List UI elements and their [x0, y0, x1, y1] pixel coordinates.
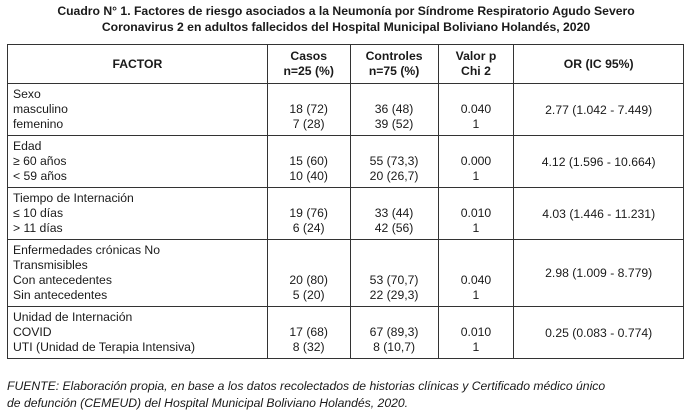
casos-value: 8 (32): [292, 340, 325, 354]
casos-value: [268, 243, 350, 258]
or-cell: 4.03 (1.446 - 11.231): [514, 188, 684, 240]
controles-value: 53 (70,7): [369, 273, 419, 287]
factor-line: Unidad de Internación: [13, 310, 133, 324]
controles-value: 67 (89,3): [369, 325, 419, 339]
header-valor-line1: Valor p: [455, 49, 497, 63]
casos-cell: [267, 240, 350, 307]
header-or: OR (IC 95%): [514, 45, 684, 84]
header-valor-line2: Chi 2: [461, 64, 491, 78]
valor-value: [439, 139, 514, 154]
controles-value: 39 (52): [374, 117, 414, 131]
valor-value: 1: [472, 288, 480, 302]
factor-line: ≤ 10 días: [13, 206, 64, 220]
controles-value: [351, 139, 438, 154]
valor-value: [439, 243, 514, 258]
factor-line: femenino: [13, 117, 64, 131]
or-cell: 2.98 (1.009 - 8.779): [514, 240, 684, 307]
controles-value: [351, 243, 438, 258]
controles-cell: [350, 240, 438, 307]
valor-cell: [438, 240, 514, 307]
casos-value: 10 (40): [289, 169, 328, 183]
casos-value: [268, 310, 350, 325]
factor-line: Sexo: [13, 87, 41, 101]
controles-value: 20 (26,7): [369, 169, 419, 183]
factor-line: Transmisibles: [13, 258, 88, 272]
header-row: [8, 45, 684, 84]
source-line-2: de defunción (CEMEUD) del Hospital Municipal Boliviano Holandés, 2020.: [7, 396, 409, 410]
valor-value: 1: [472, 221, 480, 235]
controles-cell: [350, 307, 438, 359]
controles-cell: [350, 84, 438, 136]
valor-value: 0.040: [460, 273, 492, 287]
table-row: [8, 84, 684, 136]
casos-value: 17 (68): [289, 325, 328, 339]
controles-cell: [350, 188, 438, 240]
header-valor-p: [438, 45, 514, 84]
valor-value: 0.010: [460, 325, 492, 339]
controles-value: [351, 87, 438, 102]
controles-cell: [350, 136, 438, 188]
valor-value: 0.040: [460, 102, 492, 116]
header-casos: [267, 45, 350, 84]
controles-value: 33 (44): [374, 206, 414, 220]
table-row: [8, 307, 684, 359]
factor-cell: [8, 188, 268, 240]
valor-cell: [438, 84, 514, 136]
table-row: [8, 240, 684, 307]
table-caption: [0, 3, 692, 35]
factor-line: < 59 años: [13, 169, 67, 183]
factor-line: Enfermedades crónicas No: [13, 243, 160, 257]
header-controles-line1: Controles: [365, 49, 423, 63]
casos-value: 15 (60): [289, 154, 328, 168]
factor-cell: [8, 307, 268, 359]
factor-line: > 11 días: [13, 221, 63, 235]
factor-line: Con antecedentes: [13, 273, 112, 287]
table-row: [8, 136, 684, 188]
valor-value: [439, 310, 514, 325]
factor-line: Tiempo de Internación: [13, 191, 134, 205]
casos-value: [268, 258, 350, 273]
casos-value: [268, 87, 350, 102]
valor-cell: [438, 307, 514, 359]
controles-value: [351, 191, 438, 206]
valor-value: 0.010: [460, 206, 492, 220]
valor-value: 0.000: [460, 154, 492, 168]
casos-value: [268, 191, 350, 206]
valor-value: [439, 87, 514, 102]
controles-value: 22 (29,3): [369, 288, 419, 302]
casos-cell: [267, 84, 350, 136]
risk-factors-table: [7, 44, 684, 359]
header-factor: FACTOR: [8, 45, 268, 84]
controles-value: 8 (10,7): [373, 340, 416, 354]
factor-cell: [8, 240, 268, 307]
factor-line: COVID: [13, 325, 52, 339]
or-cell: 0.25 (0.083 - 0.774): [514, 307, 684, 359]
controles-value: [351, 310, 438, 325]
factor-line: ≥ 60 años: [13, 154, 67, 168]
controles-value: 42 (56): [374, 221, 414, 235]
controles-value: 36 (48): [374, 102, 414, 116]
header-casos-line1: Casos: [290, 49, 327, 63]
header-controles: [350, 45, 438, 84]
factor-line: Sin antecedentes: [13, 288, 108, 302]
factor-line: Edad: [13, 139, 42, 153]
header-casos-line2: n=25 (%): [283, 64, 334, 78]
or-cell: 4.12 (1.596 - 10.664): [514, 136, 684, 188]
table-row: [8, 188, 684, 240]
source-note: [7, 378, 687, 412]
valor-cell: [438, 188, 514, 240]
casos-cell: [267, 188, 350, 240]
caption-line-1: Cuadro N° 1. Factores de riesgo asociados a la Neumonía por Síndrome Respiratorio Agudo Severo: [57, 4, 635, 18]
valor-value: [439, 258, 514, 273]
casos-value: [268, 139, 350, 154]
factor-cell: [8, 136, 268, 188]
casos-value: 6 (24): [292, 221, 325, 235]
casos-value: 18 (72): [289, 102, 328, 116]
caption-line-2: Coronavirus 2 en adultos fallecidos del Hospital Municipal Boliviano Holandés, 2020: [101, 20, 591, 34]
valor-value: [439, 191, 514, 206]
casos-value: 5 (20): [292, 288, 325, 302]
casos-value: 19 (76): [289, 206, 328, 220]
valor-value: 1: [472, 340, 480, 354]
casos-cell: [267, 307, 350, 359]
factor-cell: [8, 84, 268, 136]
valor-value: 1: [472, 117, 480, 131]
or-cell: 2.77 (1.042 - 7.449): [514, 84, 684, 136]
factor-line: masculino: [13, 102, 68, 116]
header-controles-line2: n=75 (%): [368, 64, 420, 78]
casos-value: 20 (80): [289, 273, 328, 287]
factor-line: UTI (Unidad de Terapia Intensiva): [13, 340, 196, 354]
casos-value: 7 (28): [292, 117, 325, 131]
controles-value: 55 (73,3): [369, 154, 419, 168]
valor-cell: [438, 136, 514, 188]
source-line-1: FUENTE: Elaboración propia, en base a los datos recolectados de historias clínicas y Certificado médico único: [7, 379, 606, 393]
casos-cell: [267, 136, 350, 188]
valor-value: 1: [472, 169, 480, 183]
controles-value: [351, 258, 438, 273]
